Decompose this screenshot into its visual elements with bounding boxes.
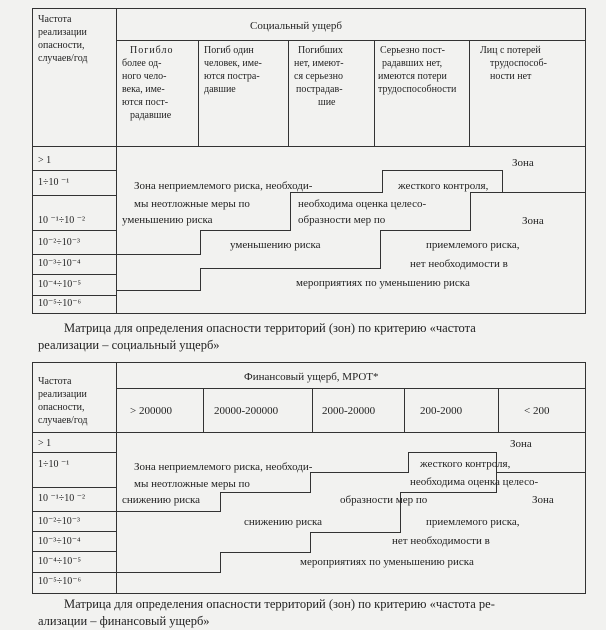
zone-control-text: Зона — [512, 157, 534, 169]
col-header-3: 2000-20000 — [322, 405, 376, 417]
zone-unacceptable-text: мы неотложные меры по — [134, 478, 250, 490]
col-header-2: 20000-200000 — [214, 405, 279, 417]
col-header-2-line: человек, име- — [204, 58, 262, 69]
col-header-2-line: Погиб один — [204, 45, 254, 56]
col-header-2-line: давшие — [204, 84, 236, 95]
zone-acceptable-text: Зона — [532, 494, 554, 506]
corner-header-line-4: случаев/год — [38, 415, 88, 426]
zone-acceptable-text: мероприятиях по уменьшению риска — [296, 277, 470, 289]
col-header-4-line: имеются потери — [378, 71, 447, 82]
matrix-1-caption — [38, 320, 598, 354]
zone-control-text: Зона — [510, 438, 532, 450]
zone-acceptable-text: Зона — [522, 215, 544, 227]
zone-acceptable-text: нет необходимости в — [392, 535, 490, 547]
zone-control-text: образности мер по — [340, 494, 428, 506]
col-header-1-line: Погибло — [130, 45, 174, 56]
col-header-3-line: Погибших — [298, 45, 343, 56]
col-header-2-line: ются постра- — [204, 71, 260, 82]
group-header: Социальный ущерб — [250, 20, 342, 32]
zone-control-text: снижению риска — [244, 516, 323, 528]
corner-header-line-4: случаев/год — [38, 53, 88, 64]
col-header-5: < 200 — [524, 405, 550, 417]
zone-control-text: уменьшению риска — [230, 239, 321, 251]
row-label: > 1 — [38, 155, 52, 166]
zone-unacceptable-text: Зона неприемлемого риска, необходи- — [134, 461, 313, 473]
caption-line: Матрица для определения опасности территорий (зон) по критерию «частота — [64, 321, 476, 335]
col-header-1-line: радавшие — [130, 110, 172, 121]
row-label: 1÷10 ⁻¹ — [38, 177, 70, 188]
caption-line: ализации – финансовый ущерб» — [38, 614, 210, 628]
group-header: Финансовый ущерб, МРОТ* — [244, 371, 379, 383]
col-header-1-line: ного чело- — [122, 71, 167, 82]
caption-line: реализации – социальный ущерб» — [38, 338, 220, 352]
col-header-5-line: трудоспособ- — [490, 58, 547, 69]
row-label: 10⁻³÷10⁻⁴ — [38, 258, 81, 269]
zone-acceptable-text: мероприятиях по уменьшению риска — [300, 556, 474, 568]
row-label: > 1 — [38, 438, 52, 449]
row-label: 10 ⁻¹÷10 ⁻² — [38, 493, 86, 504]
matrix-2-caption — [38, 596, 603, 630]
zone-control-text: жесткого контроля, — [398, 180, 489, 192]
row-label: 10⁻³÷10⁻⁴ — [38, 536, 81, 547]
corner-header-line-2: реализации — [38, 27, 87, 38]
corner-header-line-3: опасности, — [38, 402, 85, 413]
zone-acceptable-text: приемлемого риска, — [426, 516, 520, 528]
row-label: 10⁻⁵÷10⁻⁶ — [38, 298, 82, 309]
row-label: 10⁻²÷10⁻³ — [38, 516, 81, 527]
col-header-1-line: ются пост- — [122, 97, 169, 108]
zone-control-text: образности мер по — [298, 214, 386, 226]
zone-unacceptable-text: мы неотложные меры по — [134, 198, 250, 210]
corner-header-line-1: Частота — [38, 376, 72, 387]
zone-control-text: необходима оценка целесо- — [298, 198, 427, 210]
row-label: 10⁻⁴÷10⁻⁵ — [38, 556, 82, 567]
zone-unacceptable-text: уменьшению риска — [122, 214, 213, 226]
col-header-1: > 200000 — [130, 405, 172, 417]
col-header-4-line: радавших нет, — [382, 58, 443, 69]
caption-line: Матрица для определения опасности территорий (зон) по критерию «частота ре- — [64, 597, 495, 611]
col-header-4-line: трудоспособности — [378, 84, 457, 95]
zone-unacceptable-text: Зона неприемлемого риска, необходи- — [134, 180, 313, 192]
col-header-1-line: более од- — [122, 58, 162, 69]
corner-header-line-3: опасности, — [38, 40, 85, 51]
col-header-1-line: века, име- — [122, 84, 165, 95]
row-label: 1÷10 ⁻¹ — [38, 459, 70, 470]
row-label: 10⁻⁴÷10⁻⁵ — [38, 279, 82, 290]
corner-header-line-2: реализации — [38, 389, 87, 400]
col-header-5-line: Лиц с потерей — [480, 45, 541, 56]
col-header-3-line: шие — [318, 97, 336, 108]
col-header-4: 200-2000 — [420, 405, 463, 417]
corner-header-line-1: Частота — [38, 14, 72, 25]
col-header-3-line: ся серьезно — [294, 71, 343, 82]
row-label: 10⁻²÷10⁻³ — [38, 237, 81, 248]
zone-unacceptable-text: снижению риска — [122, 494, 201, 506]
zone-acceptable-text: приемлемого риска, — [426, 239, 520, 251]
zone-control-text: необходима оценка целесо- — [410, 476, 539, 488]
col-header-5-line: ности нет — [490, 71, 532, 82]
zone-control-text: жесткого контроля, — [420, 458, 511, 470]
col-header-3-line: пострадав- — [296, 84, 343, 95]
zone-acceptable-text: нет необходимости в — [410, 258, 508, 270]
row-label: 10⁻⁵÷10⁻⁶ — [38, 576, 82, 587]
row-label: 10 ⁻¹÷10 ⁻² — [38, 215, 86, 226]
col-header-4-line: Серьезно пост- — [380, 45, 445, 56]
col-header-3-line: нет, имеют- — [294, 58, 344, 69]
